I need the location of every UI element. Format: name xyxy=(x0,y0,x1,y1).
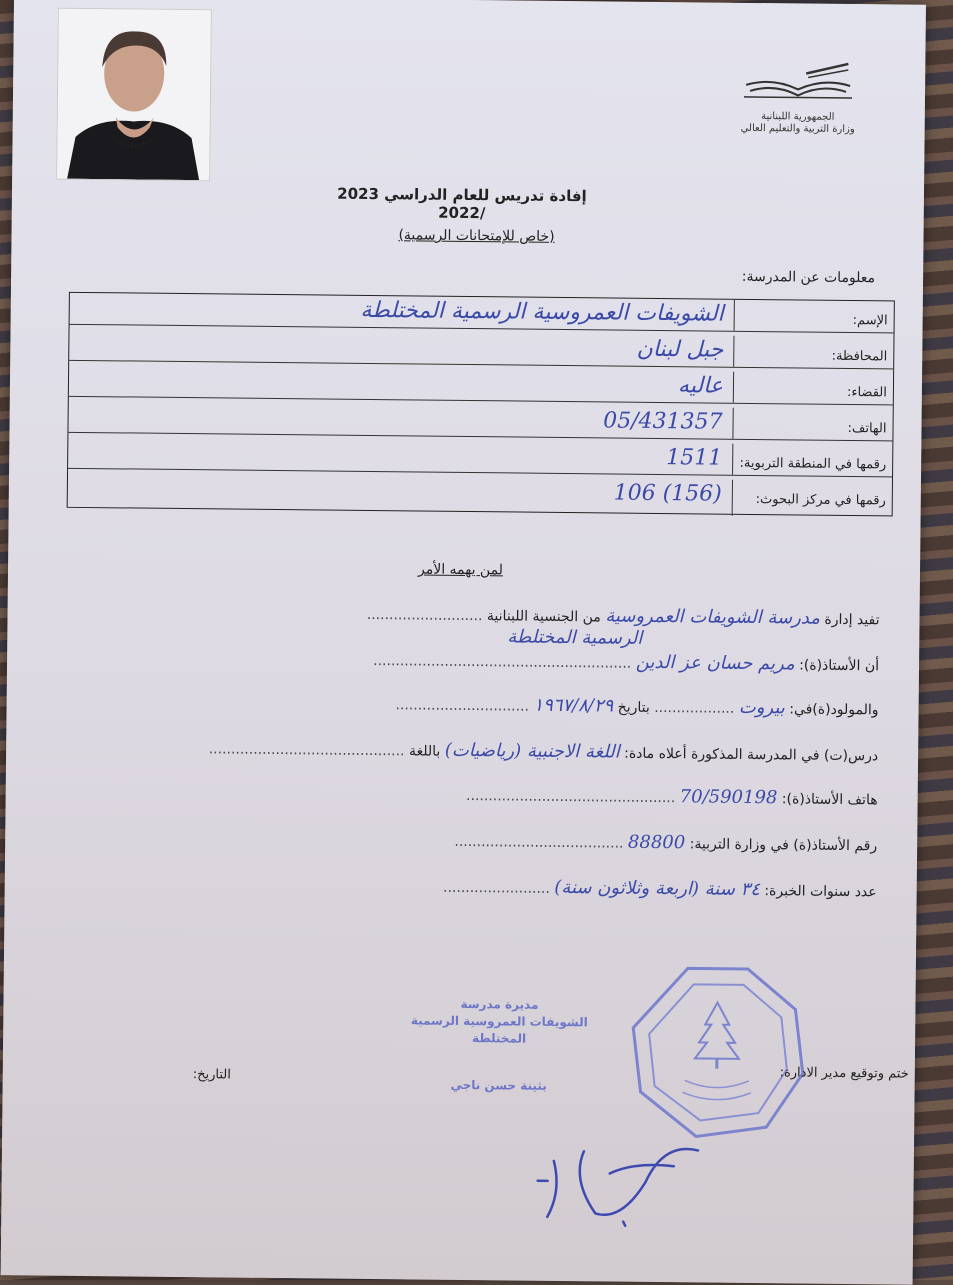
certificate-paper xyxy=(1,0,926,1285)
line-teacher-name xyxy=(373,649,879,684)
handwritten-value: ٣٤ سنة (اربعة وثلاثون سنة) xyxy=(554,877,760,900)
row-research-number xyxy=(68,473,892,518)
ministry-line-2: وزارة التربية والتعليم العالي xyxy=(733,123,863,136)
row-label: الإسم: xyxy=(734,300,894,333)
handwritten-value: مريم حسان عز الدين xyxy=(636,652,795,675)
line-experience xyxy=(443,876,877,911)
row-label: رقمها في المنطقة التربوية: xyxy=(732,444,892,477)
official-seal xyxy=(626,962,808,1144)
dotted-fill: ...................................... xyxy=(454,834,623,852)
ministry-logo xyxy=(733,55,864,136)
date-label: بتاريخ xyxy=(618,700,650,716)
row-governorate xyxy=(69,329,893,370)
row-value: الشويفات العمروسية الرسمية المختلطة xyxy=(360,298,724,327)
signature-label: ختم وتوقيع مدير الادارة: xyxy=(780,1065,909,1081)
row-label: رقمها في مركز البحوث: xyxy=(732,480,892,518)
dotted-fill: ........................ xyxy=(443,880,550,897)
dotted-fill: ............................................ xyxy=(209,741,405,759)
row-district xyxy=(69,365,893,406)
row-value: جبل لبنان xyxy=(636,337,723,363)
line-birth xyxy=(395,693,878,728)
handwritten-continuation: الرسمية المختلطة xyxy=(507,626,642,648)
row-region-number xyxy=(68,437,892,478)
row-name xyxy=(70,293,894,334)
handwritten-signature xyxy=(513,1121,704,1233)
handwritten-value: 70/590198 xyxy=(680,786,778,808)
handwritten-date: ١٩٦٧/٨/٢٩ xyxy=(533,695,613,717)
handwritten-value: اللغة الاجنبية (رياضيات) xyxy=(445,740,620,763)
row-label: الهاتف: xyxy=(732,408,892,441)
line-label: والمولود(ة)في: xyxy=(789,701,878,718)
teacher-photo xyxy=(56,8,212,182)
director-stamp xyxy=(389,995,610,1095)
stamp-line-2: الشويفات العمروسية الرسمية المختلطة xyxy=(389,1012,609,1048)
date-label: التاريخ: xyxy=(193,1067,231,1082)
line-ministry-number xyxy=(454,830,877,864)
dotted-fill: .......................... xyxy=(367,607,483,624)
row-label: المحافظة: xyxy=(733,336,893,369)
line-suffix: باللغة xyxy=(409,743,440,759)
line-teacher-phone xyxy=(466,784,878,818)
line-label: عدد سنوات الخبرة: xyxy=(764,883,876,900)
line-label: رقم الأستاذ(ة) في وزارة التربية: xyxy=(690,836,878,854)
row-value: (156) 106 xyxy=(614,481,722,507)
row-value: عاليه xyxy=(678,373,723,398)
row-value: 05/431357 xyxy=(603,408,723,434)
line-label: درس(ت) في المدرسة المذكورة أعلاه مادة: xyxy=(624,746,878,765)
dotted-fill: ............................................... xyxy=(466,788,675,806)
row-label: القضاء: xyxy=(733,372,893,405)
line-label: هاتف الأستاذ(ة): xyxy=(782,791,878,808)
handwritten-value: بيروت xyxy=(739,697,785,718)
line-suffix: من الجنسية اللبنانية xyxy=(487,608,601,625)
dotted-fill: .................. xyxy=(654,700,734,717)
document-subtitle: (خاص للإمتحانات الرسمية) xyxy=(376,227,576,245)
row-value: 1511 xyxy=(666,445,722,471)
line-label: تفيد إدارة xyxy=(824,612,879,629)
school-info-table xyxy=(67,292,895,517)
dotted-fill: .............................. xyxy=(395,697,529,714)
cedar-icon xyxy=(695,1002,740,1058)
school-info-label: معلومات عن المدرسة: xyxy=(742,269,875,286)
handwritten-value: مدرسة الشويفات العمروسية xyxy=(605,605,820,628)
ministry-line-1: الجمهورية اللبنانية xyxy=(733,111,863,124)
row-phone xyxy=(68,401,892,442)
line-subject xyxy=(209,737,879,774)
stamp-line-1: مديرة مدرسة xyxy=(389,995,609,1014)
stamp-line-3: بثينة حسن ناجي xyxy=(389,1076,609,1095)
to-whom-heading: لمن يهمه الأمر xyxy=(418,561,503,578)
document-title: إفادة تدريس للعام الدراسي 2023 /2022 xyxy=(312,184,612,223)
dotted-fill: .......................................................... xyxy=(373,653,631,672)
line-label: أن الأستاذ(ة): xyxy=(799,657,879,674)
handwritten-value: 88800 xyxy=(628,832,685,854)
open-book-icon xyxy=(736,55,861,108)
